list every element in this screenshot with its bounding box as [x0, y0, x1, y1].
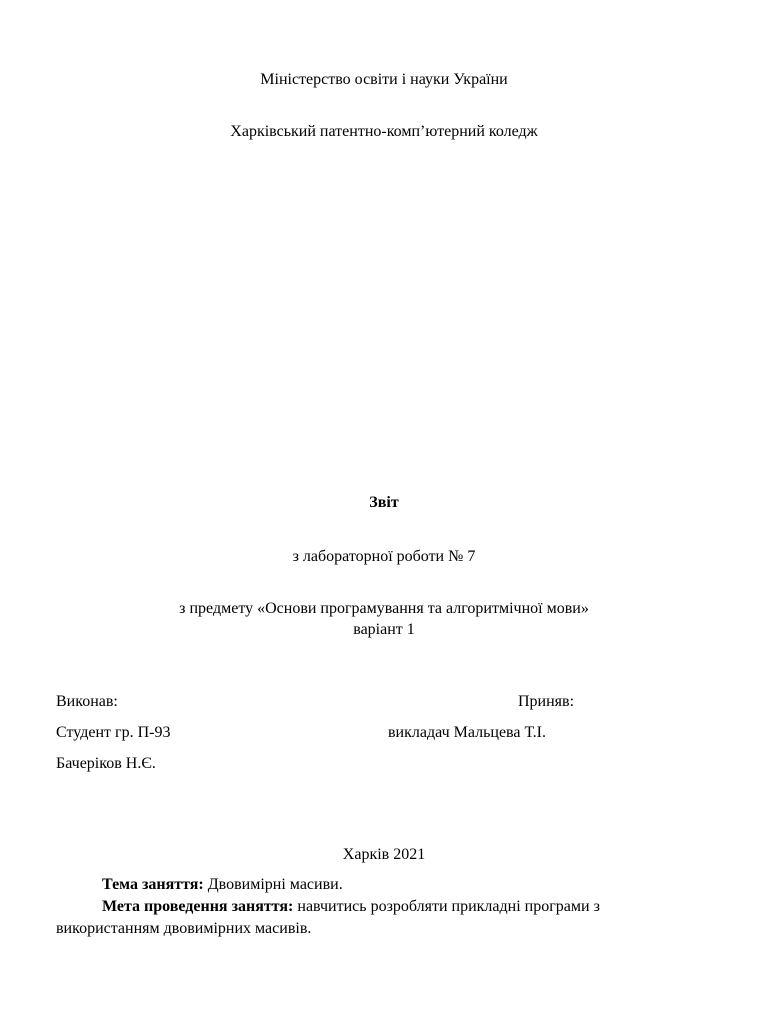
student-name: Бачеріков Н.Є. [56, 755, 156, 772]
subject-line: з предмету «Основи програмування та алгоритмічної мови» [179, 600, 589, 617]
variant-line: варіант 1 [353, 621, 415, 638]
topic-paragraph [56, 874, 696, 896]
ministry-line: Міністерство освіти і науки України [260, 71, 508, 88]
goal-label: Мета проведення заняття: [102, 898, 294, 915]
report-title: Звіт [369, 494, 399, 511]
lab-work-line: з лабораторної роботи № 7 [292, 548, 476, 565]
teacher-name: викладач Мальцева Т.І. [388, 724, 546, 741]
student-group: Студент гр. П-93 [56, 724, 171, 741]
goal-paragraph [56, 896, 696, 940]
goal-text: навчитись розробляти прикладні програми з використанням двовимірних масивів. [56, 898, 600, 937]
accepted-label: Приняв: [518, 693, 575, 710]
college-line: Харківський патентно-комп’ютерний коледж [230, 123, 538, 140]
performed-label: Виконав: [56, 693, 118, 710]
topic-text: Двовимірні масиви. [203, 876, 343, 893]
city-year: Харків 2021 [342, 846, 426, 863]
topic-label: Тема заняття: [102, 876, 204, 893]
